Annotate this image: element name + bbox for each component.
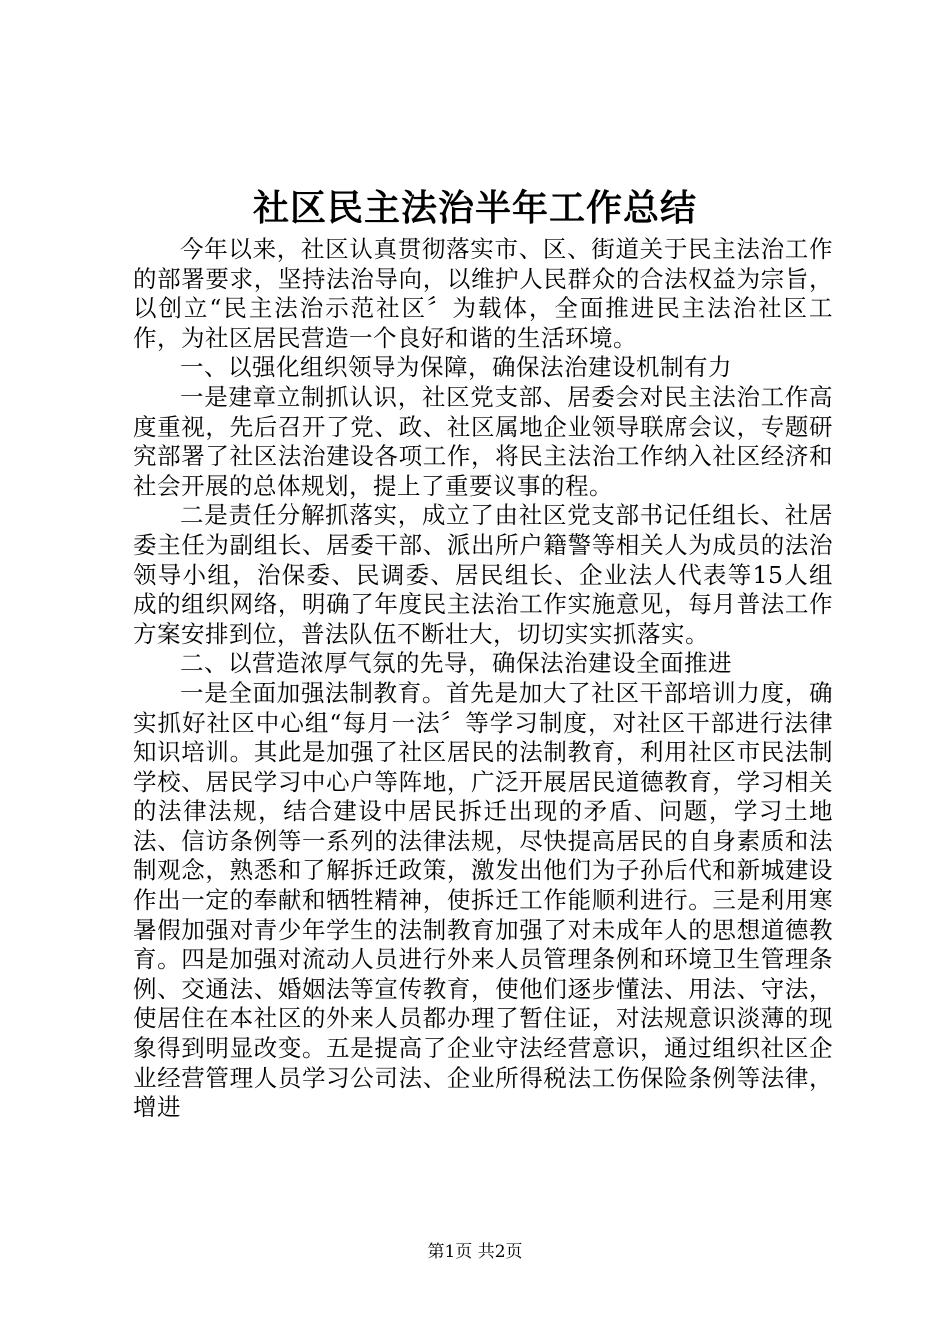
document-title: 社区民主法治半年工作总结 [252,187,697,229]
paragraph-2-1: 一是全面加强法制教育。首先是加大了社区干部培训力度，确实抓好社区中心组“每月一法〞等学习制度，对社区干部进行法律知识培训。其此是加强了社区居民的法制教育，利用社区市民法制学校、居民学习中心户等阵地，广泛开展居民道德教育，学习相关的法律法规，结合建设中居民拆迁出现的矛盾、问题，学习土地法、信访条例等一系列的法律法规，尽快提高居民的自身素质和法制观念，熟悉和了解拆迁政策，激发出他们为子孙后代和新城建设作出一定的奉献和牺牲精神，使拆迁工作能顺利进行。三是利用寒暑假加强对青少年学生的法制教育加强了对未成年人的思想道德教育。四是加强对流动人员进行外来人员管理条例和环境卫生管理条例、交通法、婚姻法等宣传教育，使他们逐步懂法、用法、守法，使居住在本社区的外来人员都办理了暂住证，对法规意识淡薄的现象得到明显改变。五是提高了企业守法经营意识，通过组织社区企业经营管理人员学习公司法、企业所得税法工伤保险条例等法律，增进 [133,678,833,1122]
paragraph-intro: 今年以来，社区认真贯彻落实市、区、街道关于民主法治工作的部署要求，坚持法治导向，以维护人民群众的合法权益为宗旨，以创立“民主法治示范社区〞为载体，全面推进民主法治社区工作，为社区居民营造一个良好和谐的生活环境。 [133,235,833,352]
paragraph-1-2: 二是责任分解抓落实，成立了由社区党支部书记任组长、社居委主任为副组长、居委干部、派出所户籍警等相关人为成员的法治领导小组，治保委、民调委、居民组长、企业法人代表等15人组成的组织网络，明确了年度民主法治工作实施意见，每月普法工作方案安排到位，普法队伍不断壮大，切切实实抓落实。 [133,501,833,648]
document-body [133,235,833,1123]
section-heading-1: 一、以强化组织领导为保障，确保法治建设机制有力 [180,353,732,382]
section-heading-2: 二、以营造浓厚气氛的先导，确保法治建设全面推进 [180,649,732,678]
page-footer: 第1页 共2页 [427,1242,523,1262]
paragraph-1-1: 一是建章立制抓认识，社区党支部、居委会对民主法治工作高度重视，先后召开了党、政、社区属地企业领导联席会议，专题研究部署了社区法治建设各项工作，将民主法治工作纳入社区经济和社会开展的总体规划，提上了重要议事的程。 [133,382,833,500]
